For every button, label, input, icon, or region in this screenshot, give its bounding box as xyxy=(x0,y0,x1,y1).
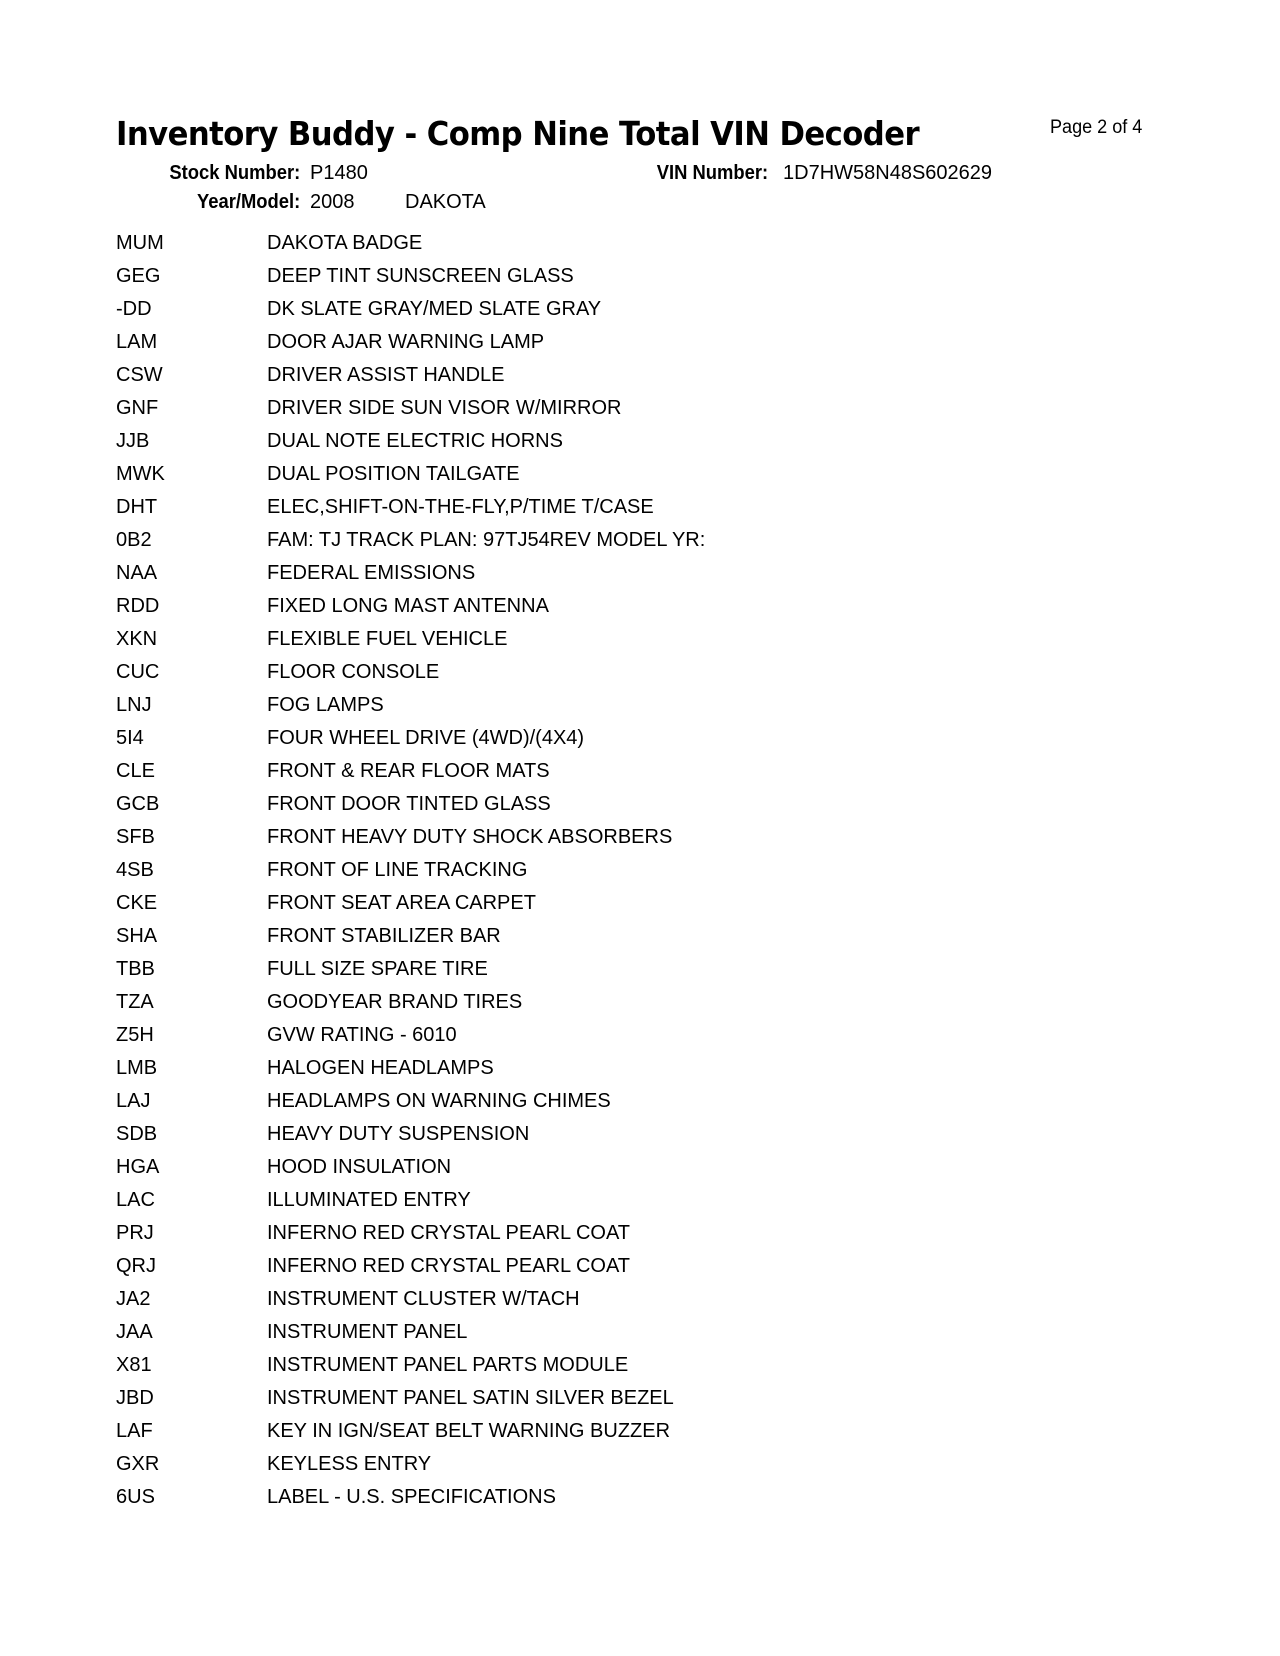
option-description: HEADLAMPS ON WARNING CHIMES xyxy=(267,1090,611,1112)
option-code: MWK xyxy=(116,463,165,485)
option-code: GCB xyxy=(116,793,160,815)
option-code: JAA xyxy=(116,1321,153,1343)
option-row xyxy=(0,430,1280,463)
option-code: SFB xyxy=(116,826,155,848)
option-row xyxy=(0,529,1280,562)
stock-number-label: Stock Number: xyxy=(169,162,300,184)
option-description: FLEXIBLE FUEL VEHICLE xyxy=(267,628,508,650)
option-description: INSTRUMENT CLUSTER W/TACH xyxy=(267,1288,580,1310)
option-code: HGA xyxy=(116,1156,160,1178)
option-code: CKE xyxy=(116,892,158,914)
option-code: GEG xyxy=(116,265,161,287)
option-row xyxy=(0,1024,1280,1057)
option-row xyxy=(0,859,1280,892)
option-description: INFERNO RED CRYSTAL PEARL COAT xyxy=(267,1222,631,1244)
option-row xyxy=(0,1288,1280,1321)
option-description: INSTRUMENT PANEL xyxy=(267,1321,468,1343)
option-description: DUAL POSITION TAILGATE xyxy=(267,463,520,485)
option-description: FRONT & REAR FLOOR MATS xyxy=(267,760,550,782)
option-code: GXR xyxy=(116,1453,160,1475)
option-description: GOODYEAR BRAND TIRES xyxy=(267,991,523,1013)
option-row xyxy=(0,925,1280,958)
option-row xyxy=(0,1453,1280,1486)
option-description: DUAL NOTE ELECTRIC HORNS xyxy=(267,430,563,452)
option-row xyxy=(0,331,1280,364)
document-title: Inventory Buddy - Comp Nine Total VIN Decoder xyxy=(116,114,920,153)
option-row xyxy=(0,1189,1280,1222)
option-code: LNJ xyxy=(116,694,152,716)
option-code: LMB xyxy=(116,1057,158,1079)
option-description: HALOGEN HEADLAMPS xyxy=(267,1057,494,1079)
option-description: KEY IN IGN/SEAT BELT WARNING BUZZER xyxy=(267,1420,671,1442)
option-code: LAJ xyxy=(116,1090,151,1112)
option-row xyxy=(0,793,1280,826)
option-row xyxy=(0,1387,1280,1420)
option-row xyxy=(0,364,1280,397)
option-description: FRONT OF LINE TRACKING xyxy=(267,859,528,881)
option-row xyxy=(0,463,1280,496)
option-row xyxy=(0,1321,1280,1354)
option-row xyxy=(0,1420,1280,1453)
vin-number-label: VIN Number: xyxy=(656,162,768,184)
option-description: DEEP TINT SUNSCREEN GLASS xyxy=(267,265,574,287)
option-row xyxy=(0,958,1280,991)
stock-number-value: P1480 xyxy=(310,162,368,184)
page-indicator: Page 2 of 4 xyxy=(1050,117,1143,138)
option-code: SHA xyxy=(116,925,158,947)
option-description: FRONT DOOR TINTED GLASS xyxy=(267,793,551,815)
option-description: GVW RATING - 6010 xyxy=(267,1024,457,1046)
option-code: 6US xyxy=(116,1486,155,1508)
option-description: DAKOTA BADGE xyxy=(267,232,423,254)
option-row xyxy=(0,1090,1280,1123)
option-row xyxy=(0,1354,1280,1387)
option-row xyxy=(0,1255,1280,1288)
option-code: X81 xyxy=(116,1354,152,1376)
option-description: FRONT SEAT AREA CARPET xyxy=(267,892,536,914)
option-code: JA2 xyxy=(116,1288,151,1310)
option-row xyxy=(0,1057,1280,1090)
option-description: DRIVER SIDE SUN VISOR W/MIRROR xyxy=(267,397,622,419)
option-code: XKN xyxy=(116,628,158,650)
option-code: GNF xyxy=(116,397,159,419)
option-row xyxy=(0,595,1280,628)
option-code: JJB xyxy=(116,430,150,452)
option-row xyxy=(0,727,1280,760)
option-code: NAA xyxy=(116,562,158,584)
option-code: QRJ xyxy=(116,1255,156,1277)
option-code: Z5H xyxy=(116,1024,154,1046)
option-row xyxy=(0,1222,1280,1255)
option-code: MUM xyxy=(116,232,164,254)
option-row xyxy=(0,1156,1280,1189)
option-code: JBD xyxy=(116,1387,154,1409)
option-description: INSTRUMENT PANEL SATIN SILVER BEZEL xyxy=(267,1387,674,1409)
option-row xyxy=(0,397,1280,430)
option-row xyxy=(0,826,1280,859)
option-description: INSTRUMENT PANEL PARTS MODULE xyxy=(267,1354,629,1376)
option-code: TBB xyxy=(116,958,155,980)
option-description: FOUR WHEEL DRIVE (4WD)/(4X4) xyxy=(267,727,585,749)
option-row xyxy=(0,562,1280,595)
option-code: TZA xyxy=(116,991,154,1013)
model-value: DAKOTA xyxy=(405,191,486,213)
year-value: 2008 xyxy=(310,191,355,213)
option-description: DK SLATE GRAY/MED SLATE GRAY xyxy=(267,298,602,320)
option-row xyxy=(0,760,1280,793)
option-code: PRJ xyxy=(116,1222,154,1244)
option-code: RDD xyxy=(116,595,160,617)
option-description: ILLUMINATED ENTRY xyxy=(267,1189,471,1211)
option-description: HEAVY DUTY SUSPENSION xyxy=(267,1123,530,1145)
option-description: INFERNO RED CRYSTAL PEARL COAT xyxy=(267,1255,631,1277)
option-row xyxy=(0,496,1280,529)
option-code: 4SB xyxy=(116,859,154,881)
option-code: DHT xyxy=(116,496,158,518)
option-description: FRONT HEAVY DUTY SHOCK ABSORBERS xyxy=(267,826,673,848)
year-model-label: Year/Model: xyxy=(196,191,300,213)
option-row xyxy=(0,1486,1280,1519)
option-row xyxy=(0,991,1280,1024)
option-description: KEYLESS ENTRY xyxy=(267,1453,432,1475)
option-row xyxy=(0,265,1280,298)
option-row xyxy=(0,1123,1280,1156)
option-code: CSW xyxy=(116,364,163,386)
option-row xyxy=(0,661,1280,694)
option-code: CLE xyxy=(116,760,155,782)
option-row xyxy=(0,628,1280,661)
option-row xyxy=(0,298,1280,331)
option-description: FAM: TJ TRACK PLAN: 97TJ54REV MODEL YR: xyxy=(267,529,706,551)
option-code: SDB xyxy=(116,1123,158,1145)
option-row xyxy=(0,892,1280,925)
option-description: FEDERAL EMISSIONS xyxy=(267,562,476,584)
option-description: LABEL - U.S. SPECIFICATIONS xyxy=(267,1486,556,1508)
option-description: FIXED LONG MAST ANTENNA xyxy=(267,595,549,617)
option-description: ELEC,SHIFT-ON-THE-FLY,P/TIME T/CASE xyxy=(267,496,654,518)
option-description: FOG LAMPS xyxy=(267,694,384,716)
option-code: LAF xyxy=(116,1420,153,1442)
option-code: LAC xyxy=(116,1189,155,1211)
option-row xyxy=(0,232,1280,265)
vin-number-value: 1D7HW58N48S602629 xyxy=(783,162,993,184)
option-description: FRONT STABILIZER BAR xyxy=(267,925,501,947)
option-row xyxy=(0,694,1280,727)
option-code: -DD xyxy=(116,298,152,320)
option-description: DRIVER ASSIST HANDLE xyxy=(267,364,505,386)
option-code: 0B2 xyxy=(116,529,152,551)
option-description: FULL SIZE SPARE TIRE xyxy=(267,958,488,980)
option-code: LAM xyxy=(116,331,158,353)
option-description: DOOR AJAR WARNING LAMP xyxy=(267,331,545,353)
option-code: 5I4 xyxy=(116,727,144,749)
option-description: FLOOR CONSOLE xyxy=(267,661,440,683)
option-description: HOOD INSULATION xyxy=(267,1156,452,1178)
option-code: CUC xyxy=(116,661,160,683)
